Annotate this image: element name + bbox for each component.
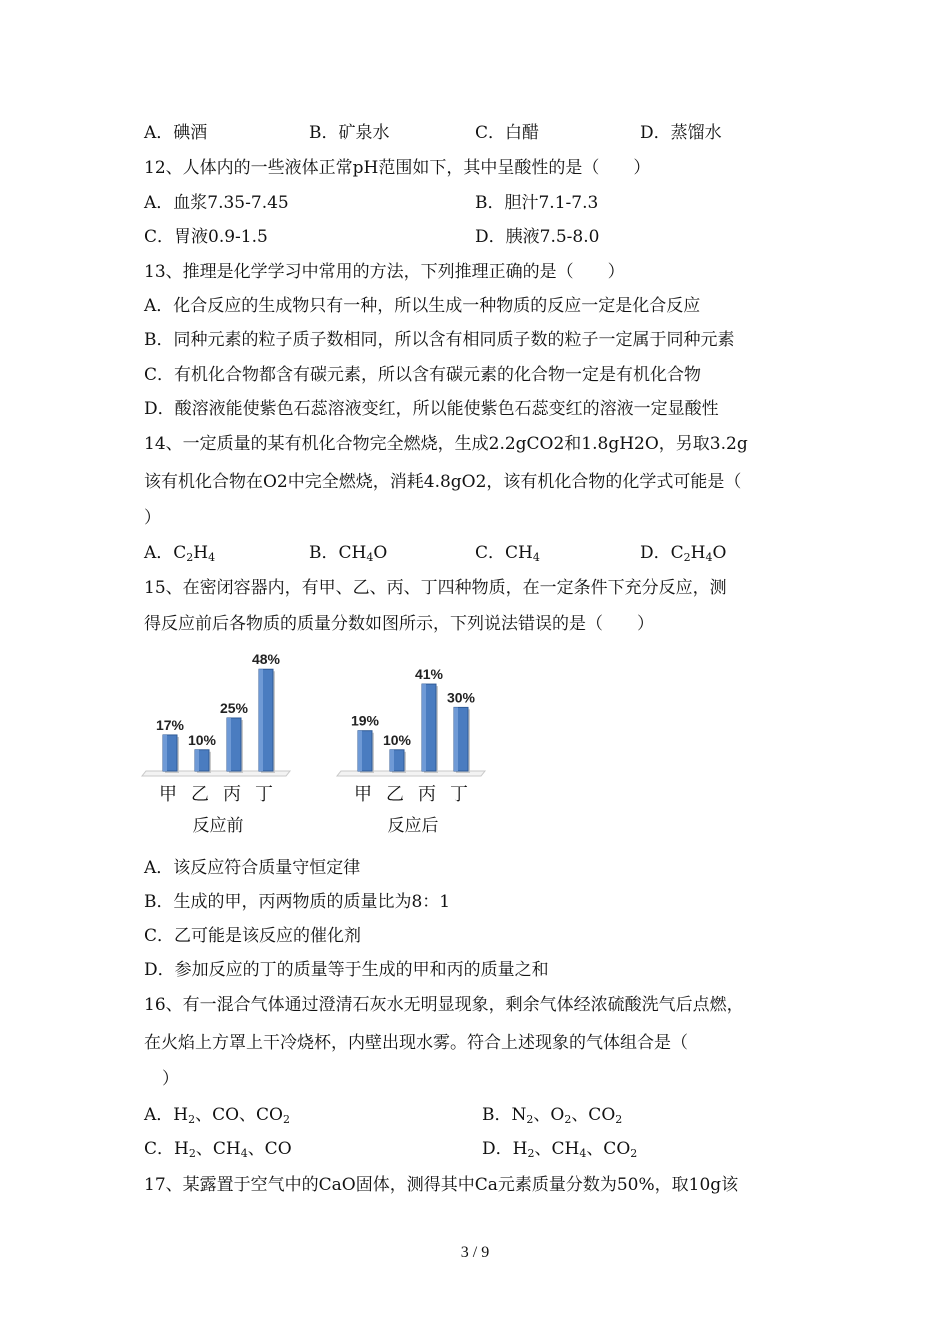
q15-stem-line2: 得反应前后各物质的质量分数如图所示，下列说法错误的是（ ） bbox=[144, 614, 654, 634]
category-甲: 甲 bbox=[159, 784, 177, 805]
chart-title: 反应后 bbox=[387, 816, 439, 836]
q15-option-b: B．生成的甲，丙两物质的质量比为8：1 bbox=[144, 892, 451, 912]
q16-option-a: A．$H_2$、CO、$CO_2$ bbox=[144, 1105, 290, 1126]
q13-option-a: A．化合反应的生成物只有一种，所以生成一种物质的反应一定是化合反应 bbox=[144, 296, 701, 316]
q12-option-d: D．胰液7.5-8.0 bbox=[475, 227, 600, 247]
q12-option-c: C．胃液0.9-1.5 bbox=[144, 227, 268, 247]
category-甲: 甲 bbox=[354, 784, 372, 805]
category-丁: 丁 bbox=[450, 784, 468, 805]
q13-option-d: D．酸溶液能使紫色石蕊溶液变红，所以能使紫色石蕊变红的溶液一定显酸性 bbox=[144, 399, 719, 419]
category-丁: 丁 bbox=[255, 784, 273, 805]
q11-option-b: B．矿泉水 bbox=[309, 123, 390, 143]
q12-option-a: A．血浆7.35-7.45 bbox=[144, 193, 289, 213]
q12-option-b: B．胆汁7.1-7.3 bbox=[475, 193, 599, 213]
q13-option-c: C．有机化合物都含有碳元素，所以含有碳元素的化合物一定是有机化合物 bbox=[144, 365, 702, 385]
q16-option-b: B．$N_2$、$O_2$、$CO_2$ bbox=[482, 1105, 623, 1126]
chart-after bbox=[335, 645, 505, 849]
q15-stem-line1: 15、在密闭容器内，有甲、乙、丙、丁四种物质，在一定条件下充分反应，测 bbox=[144, 578, 727, 598]
q16-stem-line3: ） bbox=[162, 1069, 179, 1089]
chart-title: 反应前 bbox=[192, 816, 244, 836]
chart-before-svg bbox=[140, 645, 310, 845]
q13-stem: 13、推理是化学学习中常用的方法，下列推理正确的是（ ） bbox=[144, 262, 625, 282]
bar-highlight bbox=[454, 707, 458, 771]
bar-highlight bbox=[390, 750, 394, 771]
bar-highlight bbox=[195, 750, 199, 771]
q16-option-c: C．$H_2$、$CH_4$、CO bbox=[144, 1139, 292, 1160]
bar-highlight bbox=[358, 731, 362, 771]
data-label-甲: 19% bbox=[350, 712, 380, 729]
data-label-丁: 48% bbox=[251, 651, 281, 668]
q11-option-a: A．碘酒 bbox=[144, 123, 208, 143]
category-丙: 丙 bbox=[223, 784, 241, 805]
q11-option-c: C．白醋 bbox=[475, 123, 540, 143]
bar-highlight bbox=[259, 669, 263, 771]
chart-after-svg bbox=[335, 645, 505, 845]
q11-option-d: D．蒸馏水 bbox=[640, 123, 722, 143]
q12-stem: 12、人体内的一些液体正常pH范围如下，其中呈酸性的是（ ） bbox=[144, 158, 651, 178]
q14-stem-line1: 14、一定质量的某有机化合物完全燃烧，生成2.2gCO2和1.8gH2O，另取3.2g bbox=[144, 434, 748, 454]
q15-option-a: A．该反应符合质量守恒定律 bbox=[144, 858, 361, 878]
page-number: 3 / 9 bbox=[460, 1244, 490, 1261]
q16-stem-line2: 在火焰上方罩上干冷烧杯，内壁出现水雾。符合上述现象的气体组合是（ bbox=[144, 1033, 688, 1053]
q14-option-b: B．$CH_4O$ bbox=[309, 543, 388, 564]
data-label-丁: 30% bbox=[446, 689, 476, 706]
data-label-乙: 10% bbox=[382, 731, 412, 748]
category-乙: 乙 bbox=[191, 784, 209, 805]
category-乙: 乙 bbox=[386, 784, 404, 805]
q13-option-b: B．同种元素的粒子质子数相同，所以含有相同质子数的粒子一定属于同种元素 bbox=[144, 330, 735, 350]
category-丙: 丙 bbox=[418, 784, 436, 805]
bar-highlight bbox=[422, 684, 426, 771]
data-label-甲: 17% bbox=[155, 716, 185, 733]
q15-option-c: C．乙可能是该反应的催化剂 bbox=[144, 926, 362, 946]
q14-option-a: A．$C_2H_4$ bbox=[144, 543, 216, 564]
bar-highlight bbox=[163, 735, 167, 771]
q17-stem: 17、某露置于空气中的CaO固体，测得其中Ca元素质量分数为50%，取10g该 bbox=[144, 1175, 739, 1195]
data-label-丙: 25% bbox=[219, 700, 249, 716]
q14-stem-line3: ） bbox=[144, 508, 161, 528]
chart-before bbox=[140, 645, 310, 849]
data-label-乙: 10% bbox=[187, 731, 217, 748]
q14-option-d: D．$C_2H_4O$ bbox=[640, 543, 727, 564]
q15-option-d: D．参加反应的丁的质量等于生成的甲和丙的质量之和 bbox=[144, 960, 549, 980]
q14-stem-line2: 该有机化合物在O2中完全燃烧，消耗4.8gO2，该有机化合物的化学式可能是（ bbox=[144, 472, 742, 492]
q14-option-c: C．$CH_4$ bbox=[475, 543, 540, 564]
data-label-丙: 41% bbox=[414, 666, 444, 683]
bar-highlight bbox=[227, 718, 231, 771]
q16-option-d: D．$H_2$、$CH_4$、$CO_2$ bbox=[482, 1139, 638, 1160]
q16-stem-line1: 16、有一混合气体通过澄清石灰水无明显现象，剩余气体经浓硫酸洗气后点燃， bbox=[144, 995, 744, 1015]
